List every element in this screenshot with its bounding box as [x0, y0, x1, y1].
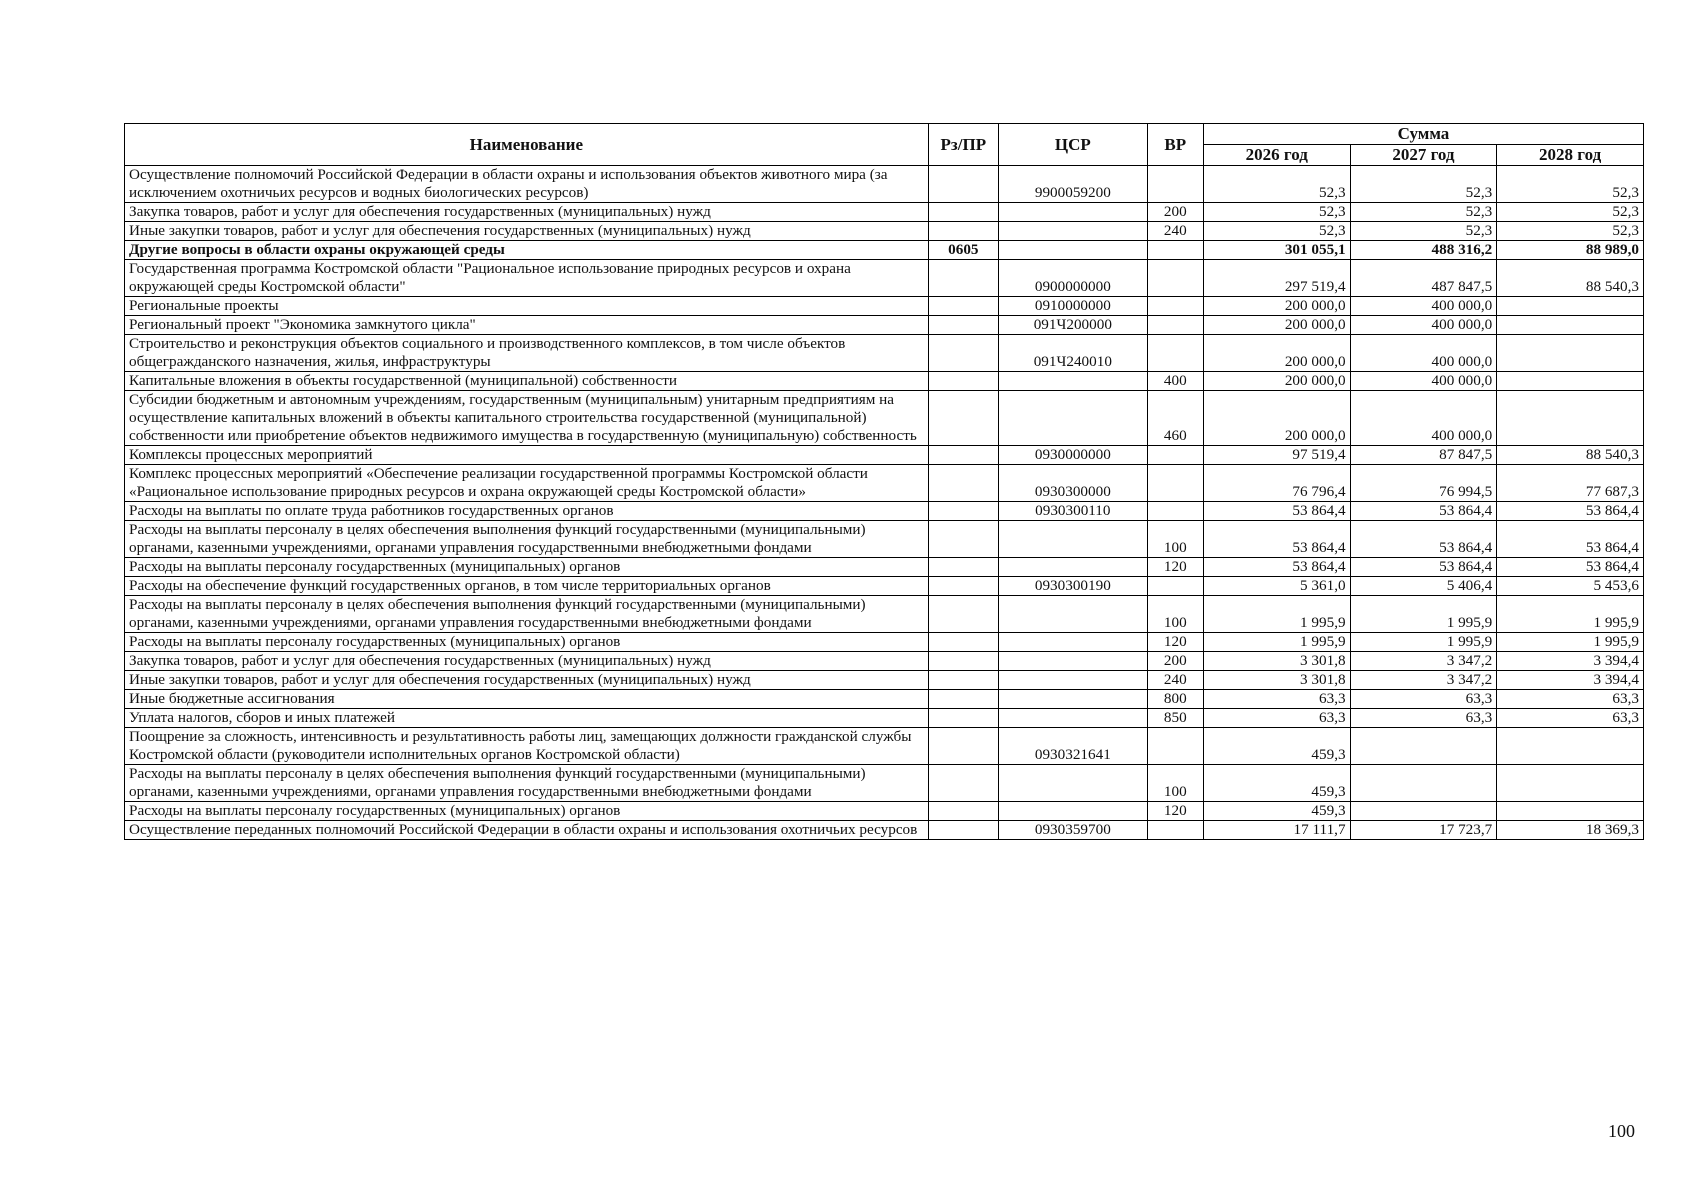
- row-sum-2026: 3 301,8: [1203, 652, 1350, 671]
- row-sum-2026: 200 000,0: [1203, 372, 1350, 391]
- row-sum-2027: [1350, 802, 1497, 821]
- row-sum-2026: 63,3: [1203, 709, 1350, 728]
- row-csr: [998, 372, 1147, 391]
- row-rz: [928, 577, 998, 596]
- row-sum-2028: 53 864,4: [1497, 558, 1644, 577]
- row-rz: [928, 391, 998, 446]
- row-vr: [1147, 316, 1203, 335]
- row-csr: 0930359700: [998, 821, 1147, 840]
- row-name: Осуществление полномочий Российской Федерации в области охраны и использования объектов животного мира (за исключением охотничьих ресурсов и водных биологических ресурсов): [125, 166, 929, 203]
- table-row: [125, 558, 1644, 577]
- table-row: [125, 260, 1644, 297]
- row-sum-2028: 88 540,3: [1497, 446, 1644, 465]
- row-name: Иные закупки товаров, работ и услуг для обеспечения государственных (муниципальных) нужд: [125, 222, 929, 241]
- row-vr: 200: [1147, 652, 1203, 671]
- row-sum-2027: 487 847,5: [1350, 260, 1497, 297]
- row-name: Иные закупки товаров, работ и услуг для обеспечения государственных (муниципальных) нужд: [125, 671, 929, 690]
- row-vr: 120: [1147, 558, 1203, 577]
- row-sum-2028: 1 995,9: [1497, 633, 1644, 652]
- row-sum-2028: 3 394,4: [1497, 652, 1644, 671]
- row-csr: [998, 222, 1147, 241]
- row-sum-2027: 52,3: [1350, 222, 1497, 241]
- row-sum-2027: 1 995,9: [1350, 596, 1497, 633]
- table-row: [125, 465, 1644, 502]
- row-sum-2028: 88 540,3: [1497, 260, 1644, 297]
- row-sum-2026: 200 000,0: [1203, 316, 1350, 335]
- budget-table: [124, 123, 1644, 840]
- row-rz: [928, 690, 998, 709]
- row-sum-2027: 63,3: [1350, 690, 1497, 709]
- row-name: Расходы на обеспечение функций государственных органов, в том числе территориальных органов: [125, 577, 929, 596]
- row-sum-2027: 3 347,2: [1350, 671, 1497, 690]
- row-name: Расходы на выплаты персоналу в целях обеспечения выполнения функций государственными (муниципальными) органами, казенными учреждениями, органами управления государственными внебюджетными фондами: [125, 596, 929, 633]
- row-rz: [928, 802, 998, 821]
- row-rz: [928, 502, 998, 521]
- row-sum-2028: 1 995,9: [1497, 596, 1644, 633]
- row-vr: [1147, 260, 1203, 297]
- row-vr: 800: [1147, 690, 1203, 709]
- table-row: [125, 521, 1644, 558]
- row-sum-2026: 200 000,0: [1203, 391, 1350, 446]
- row-rz: [928, 465, 998, 502]
- row-sum-2027: 52,3: [1350, 203, 1497, 222]
- row-sum-2027: 63,3: [1350, 709, 1497, 728]
- row-vr: [1147, 241, 1203, 260]
- row-sum-2026: 1 995,9: [1203, 633, 1350, 652]
- row-sum-2028: 77 687,3: [1497, 465, 1644, 502]
- row-name: Комплексы процессных мероприятий: [125, 446, 929, 465]
- row-sum-2026: 76 796,4: [1203, 465, 1350, 502]
- row-sum-2027: 400 000,0: [1350, 297, 1497, 316]
- row-vr: 460: [1147, 391, 1203, 446]
- row-csr: [998, 765, 1147, 802]
- row-csr: 0930300190: [998, 577, 1147, 596]
- row-csr: 0930321641: [998, 728, 1147, 765]
- row-sum-2026: 200 000,0: [1203, 335, 1350, 372]
- table-row: [125, 709, 1644, 728]
- table-row: [125, 166, 1644, 203]
- row-sum-2026: 63,3: [1203, 690, 1350, 709]
- header-sum: Сумма: [1203, 124, 1643, 145]
- row-csr: 0930300110: [998, 502, 1147, 521]
- row-sum-2026: 1 995,9: [1203, 596, 1350, 633]
- row-rz: [928, 821, 998, 840]
- row-csr: 0900000000: [998, 260, 1147, 297]
- row-sum-2027: 488 316,2: [1350, 241, 1497, 260]
- row-sum-2028: 52,3: [1497, 222, 1644, 241]
- table-row: [125, 690, 1644, 709]
- row-sum-2026: 17 111,7: [1203, 821, 1350, 840]
- row-csr: [998, 596, 1147, 633]
- row-name: Расходы на выплаты персоналу государственных (муниципальных) органов: [125, 558, 929, 577]
- table-row: [125, 633, 1644, 652]
- table-row: [125, 335, 1644, 372]
- row-sum-2026: 52,3: [1203, 166, 1350, 203]
- header-year-2028: 2028 год: [1497, 145, 1644, 166]
- row-vr: [1147, 728, 1203, 765]
- row-csr: [998, 521, 1147, 558]
- row-name: Комплекс процессных мероприятий «Обеспечение реализации государственной программы Костромской области «Рациональное использование природных ресурсов и охрана окружающей среды Костромской области»: [125, 465, 929, 502]
- row-rz: [928, 335, 998, 372]
- row-rz: [928, 372, 998, 391]
- row-sum-2028: [1497, 316, 1644, 335]
- row-sum-2027: 87 847,5: [1350, 446, 1497, 465]
- row-sum-2027: 53 864,4: [1350, 502, 1497, 521]
- row-csr: 9900059200: [998, 166, 1147, 203]
- row-sum-2027: 53 864,4: [1350, 558, 1497, 577]
- row-name: Иные бюджетные ассигнования: [125, 690, 929, 709]
- table-row: [125, 671, 1644, 690]
- table-row: [125, 596, 1644, 633]
- row-rz: [928, 765, 998, 802]
- row-name: Расходы на выплаты персоналу государственных (муниципальных) органов: [125, 633, 929, 652]
- row-csr: [998, 802, 1147, 821]
- row-sum-2027: 53 864,4: [1350, 521, 1497, 558]
- row-name: Расходы на выплаты персоналу в целях обеспечения выполнения функций государственными (муниципальными) органами, казенными учреждениями, органами управления государственными внебюджетными фондами: [125, 521, 929, 558]
- row-sum-2027: 400 000,0: [1350, 316, 1497, 335]
- row-rz: [928, 222, 998, 241]
- table-row: [125, 372, 1644, 391]
- row-csr: [998, 558, 1147, 577]
- row-rz: [928, 652, 998, 671]
- row-name: Расходы на выплаты персоналу в целях обеспечения выполнения функций государственными (муниципальными) органами, казенными учреждениями, органами управления государственными внебюджетными фондами: [125, 765, 929, 802]
- row-vr: 240: [1147, 671, 1203, 690]
- row-rz: [928, 166, 998, 203]
- row-name: Расходы на выплаты по оплате труда работников государственных органов: [125, 502, 929, 521]
- row-name: Капитальные вложения в объекты государственной (муниципальной) собственности: [125, 372, 929, 391]
- row-name: Осуществление переданных полномочий Российской Федерации в области охраны и использования охотничьих ресурсов: [125, 821, 929, 840]
- row-csr: [998, 709, 1147, 728]
- table-header-row: [125, 124, 1644, 145]
- table-row: [125, 765, 1644, 802]
- row-sum-2026: 3 301,8: [1203, 671, 1350, 690]
- row-name: Поощрение за сложность, интенсивность и результативность работы лиц, замещающих должности гражданской службы Костромской области (руководители исполнительных органов Костромской области): [125, 728, 929, 765]
- header-year-2027: 2027 год: [1350, 145, 1497, 166]
- row-rz: [928, 316, 998, 335]
- table-row: [125, 446, 1644, 465]
- table-row: [125, 222, 1644, 241]
- table-row: [125, 728, 1644, 765]
- row-name: Закупка товаров, работ и услуг для обеспечения государственных (муниципальных) нужд: [125, 203, 929, 222]
- row-sum-2026: 5 361,0: [1203, 577, 1350, 596]
- table-row: [125, 203, 1644, 222]
- table-row: [125, 502, 1644, 521]
- row-rz: [928, 709, 998, 728]
- row-csr: [998, 203, 1147, 222]
- row-csr: 0930300000: [998, 465, 1147, 502]
- row-vr: 100: [1147, 596, 1203, 633]
- row-rz: [928, 260, 998, 297]
- row-vr: [1147, 335, 1203, 372]
- row-sum-2028: [1497, 802, 1644, 821]
- table-row: [125, 241, 1644, 260]
- row-sum-2027: 17 723,7: [1350, 821, 1497, 840]
- row-name: Уплата налогов, сборов и иных платежей: [125, 709, 929, 728]
- row-sum-2028: 88 989,0: [1497, 241, 1644, 260]
- row-vr: 120: [1147, 802, 1203, 821]
- row-sum-2027: 1 995,9: [1350, 633, 1497, 652]
- budget-sheet: [124, 123, 1644, 840]
- row-sum-2027: 400 000,0: [1350, 335, 1497, 372]
- row-sum-2026: 459,3: [1203, 765, 1350, 802]
- row-vr: 850: [1147, 709, 1203, 728]
- row-vr: [1147, 446, 1203, 465]
- row-vr: [1147, 166, 1203, 203]
- row-rz: [928, 203, 998, 222]
- row-sum-2028: [1497, 765, 1644, 802]
- table-row: [125, 802, 1644, 821]
- row-rz: [928, 558, 998, 577]
- row-sum-2028: 3 394,4: [1497, 671, 1644, 690]
- row-rz: [928, 671, 998, 690]
- row-sum-2026: 52,3: [1203, 203, 1350, 222]
- row-sum-2028: 53 864,4: [1497, 502, 1644, 521]
- row-name: Региональный проект "Экономика замкнутого цикла": [125, 316, 929, 335]
- row-sum-2027: [1350, 728, 1497, 765]
- row-name: Строительство и реконструкция объектов социального и производственного комплексов, в том числе объектов общегражданского назначения, жилья, инфраструктуры: [125, 335, 929, 372]
- row-vr: 200: [1147, 203, 1203, 222]
- row-sum-2026: 459,3: [1203, 728, 1350, 765]
- row-vr: [1147, 465, 1203, 502]
- table-row: [125, 316, 1644, 335]
- row-sum-2028: [1497, 391, 1644, 446]
- table-row: [125, 297, 1644, 316]
- row-vr: [1147, 297, 1203, 316]
- row-sum-2028: 52,3: [1497, 166, 1644, 203]
- row-sum-2028: 63,3: [1497, 690, 1644, 709]
- row-sum-2026: 52,3: [1203, 222, 1350, 241]
- table-body: [125, 166, 1644, 840]
- row-sum-2028: 5 453,6: [1497, 577, 1644, 596]
- row-name: Закупка товаров, работ и услуг для обеспечения государственных (муниципальных) нужд: [125, 652, 929, 671]
- row-csr: 091Ч200000: [998, 316, 1147, 335]
- row-sum-2026: 459,3: [1203, 802, 1350, 821]
- header-name: Наименование: [125, 124, 929, 166]
- row-sum-2027: 400 000,0: [1350, 391, 1497, 446]
- row-vr: [1147, 577, 1203, 596]
- table-row: [125, 821, 1644, 840]
- row-sum-2026: 297 519,4: [1203, 260, 1350, 297]
- row-rz: [928, 521, 998, 558]
- row-sum-2026: 301 055,1: [1203, 241, 1350, 260]
- row-sum-2027: 52,3: [1350, 166, 1497, 203]
- row-rz: [928, 596, 998, 633]
- row-vr: 240: [1147, 222, 1203, 241]
- table-row: [125, 577, 1644, 596]
- row-sum-2028: [1497, 728, 1644, 765]
- row-sum-2028: 52,3: [1497, 203, 1644, 222]
- row-name: Расходы на выплаты персоналу государственных (муниципальных) органов: [125, 802, 929, 821]
- row-sum-2026: 53 864,4: [1203, 521, 1350, 558]
- row-sum-2027: [1350, 765, 1497, 802]
- row-vr: 120: [1147, 633, 1203, 652]
- row-sum-2028: 53 864,4: [1497, 521, 1644, 558]
- row-csr: [998, 652, 1147, 671]
- page-number: 100: [1608, 1121, 1635, 1141]
- row-sum-2026: 200 000,0: [1203, 297, 1350, 316]
- row-sum-2027: 5 406,4: [1350, 577, 1497, 596]
- row-vr: [1147, 502, 1203, 521]
- row-sum-2028: 18 369,3: [1497, 821, 1644, 840]
- row-vr: [1147, 821, 1203, 840]
- row-sum-2028: [1497, 335, 1644, 372]
- row-csr: [998, 671, 1147, 690]
- table-row: [125, 391, 1644, 446]
- row-sum-2028: [1497, 372, 1644, 391]
- row-name: Субсидии бюджетным и автономным учреждениям, государственным (муниципальным) унитарным предприятиям на осуществление капитальных вложений в объекты капитального строительства государственной (муниципальной) собственности или приобретение объектов недвижимого имущества в государственную (муниципальную) собственность: [125, 391, 929, 446]
- row-rz: [928, 728, 998, 765]
- header-rz: Рз/ПР: [928, 124, 998, 166]
- row-rz: [928, 297, 998, 316]
- row-rz: [928, 446, 998, 465]
- row-vr: 400: [1147, 372, 1203, 391]
- row-sum-2026: 97 519,4: [1203, 446, 1350, 465]
- row-sum-2026: 53 864,4: [1203, 502, 1350, 521]
- row-csr: [998, 633, 1147, 652]
- row-rz: [928, 633, 998, 652]
- row-csr: [998, 391, 1147, 446]
- header-vr: ВР: [1147, 124, 1203, 166]
- row-csr: [998, 241, 1147, 260]
- row-csr: 0930000000: [998, 446, 1147, 465]
- row-sum-2028: [1497, 297, 1644, 316]
- row-csr: 0910000000: [998, 297, 1147, 316]
- row-sum-2026: 53 864,4: [1203, 558, 1350, 577]
- row-sum-2027: 400 000,0: [1350, 372, 1497, 391]
- header-csr: ЦСР: [998, 124, 1147, 166]
- row-name: Государственная программа Костромской области "Рациональное использование природных ресурсов и охрана окружающей среды Костромской области": [125, 260, 929, 297]
- row-sum-2027: 3 347,2: [1350, 652, 1497, 671]
- row-name: Другие вопросы в области охраны окружающей среды: [125, 241, 929, 260]
- row-vr: 100: [1147, 765, 1203, 802]
- row-name: Региональные проекты: [125, 297, 929, 316]
- row-csr: 091Ч240010: [998, 335, 1147, 372]
- row-csr: [998, 690, 1147, 709]
- table-row: [125, 652, 1644, 671]
- header-year-2026: 2026 год: [1203, 145, 1350, 166]
- row-sum-2028: 63,3: [1497, 709, 1644, 728]
- row-sum-2027: 76 994,5: [1350, 465, 1497, 502]
- row-vr: 100: [1147, 521, 1203, 558]
- row-rz: 0605: [928, 241, 998, 260]
